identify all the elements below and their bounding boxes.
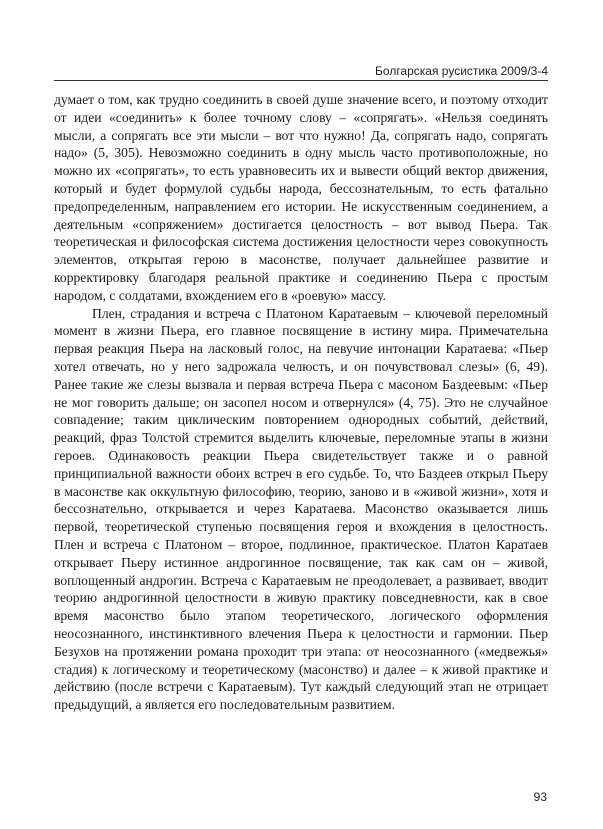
journal-title: Болгарская русистика 2009/3-4 [375, 64, 548, 78]
page-number: 93 [533, 790, 547, 804]
article-body [54, 91, 548, 714]
paragraph-continuation: думает о том, как трудно соединить в своей душе значение всего, и поэтому отходит от идеи «соединить» к более точному слову – «сопрягать». «Нельзя соединять мысли, а сопрягать все эти мысли – вот что нужно! Да, сопрягать надо, сопрягать надо» (5, 305). Невозможно соединить в одну мысль часто противоположные, но можно их «сопрягать», то есть уравновесить их и вывести общий вектор движения, который и будет формулой судьбы народа, бессознательным, то есть фатально предопределенным, направлением его истории. Не искусственным соединением, а деятельным «сопряжением» достигается целостность – вот вывод Пьера. Так теоретическая и философская система достижения целостности через совокупность элементов, открытая герою в масонстве, получает дальнейшее развитие и корректировку благодаря реальной практике и соединению Пьера с простым народом, с солдатами, вхождением его в «роевую» массу. [54, 92, 548, 303]
paragraph-karataev: Плен, страдания и встреча с Платоном Каратаевым – ключевой переломный момент в жизни Пьера, его главное посвящение в истину мира. Примечательна первая реакция Пьера на ласковый голос, на певучие интонации Каратаева: «Пьер хотел отвечать, но у него задрожала челюсть, и он почувствовал слезы» (6, 49). Ранее такие же слезы вызвала и первая встреча Пьера с масоном Баздеевым: «Пьер не мог говорить дальше; он засопел носом и отвернулся» (4, 75). Это не случайное совпадение; таким циклическим повторением однородных событий, действий, реакций, фраз Толстой стремится выделить ключевые, переломные этапы в жизни героев. Одинаковость реакции Пьера свидетельствует также и о равной принципиальной важности обоих встреч в его судьбе. То, что Баздеев открыл Пьеру в масонстве как оккультную философию, теорию, заново и в «живой жизни», хотя и бессознательно, открывается и через Каратаева. Масонство оказывается лишь первой, теоретической ступенью посвящения героя и вхождения в целостность. Плен и встреча с Платоном – второе, подлинное, практическое. Платон Каратаев открывает Пьеру истинное андрогинное посвящение, так как сам он – живой, воплощенный андрогин. Встреча с Каратаевым не преодолевает, а развивает, вводит теорию андрогинной целостности в живую практику повседневности, как в свое время масонство было этапом теоретического, логического оформления неосознанного, инстинктивного влечения Пьера к целостности и гармонии. Пьер Безухов на протяжении романа проходит три этапа: от неосознанного («медвежья» стадия) к логическому и теоретическому (масонство) и далее – к живой практике и действию (после встречи с Каратаевым). Тут каждый следующий этап не отрицает предыдущий, а является его последовательным развитием. [54, 305, 548, 713]
running-header [54, 58, 548, 81]
